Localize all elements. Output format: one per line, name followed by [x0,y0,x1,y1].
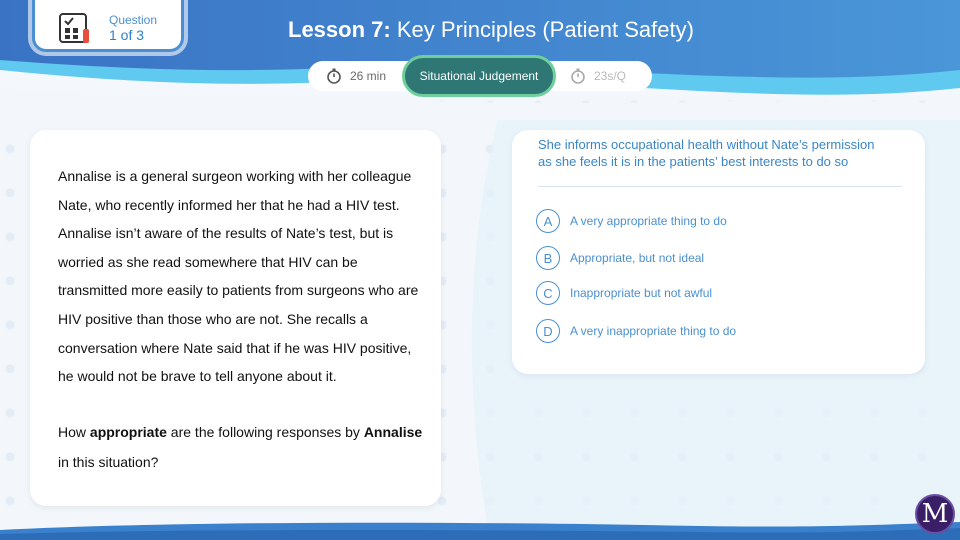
prompt-emphasis: appropriate [89,424,167,440]
total-time-label: 26 min [350,69,387,83]
option-letter: B [536,246,560,270]
stopwatch-icon [326,68,342,84]
question-badge [32,0,184,52]
total-time [326,68,386,84]
lesson-name: Key Principles (Patient Safety) [390,17,694,42]
option-label: Appropriate, but not ideal [570,251,705,265]
option-label: A very appropriate thing to do [570,214,727,228]
prompt-text: in this situation? [58,454,159,470]
prompt-text: How [58,424,90,440]
mode-tab-situational-judgement[interactable]: Situational Judgement [402,55,556,97]
option-d[interactable] [536,319,736,343]
quiz-checklist-icon [57,11,91,45]
scenario-text: Annalise is a general surgeon working with her colleague Nate, who recently informed her that he had a HIV test. Annalise isn’t aware of the results of Nate’s test, but is worried as she read somewhere that HIV can be transmitted more easily to patients from surgeons who are HIV positive than those who are not. She recalls a conversation where Nate said that if he was HIV positive, he would not be brave to tell anyone about it. [58,168,419,385]
option-letter: A [536,209,560,233]
option-label: A very inappropriate thing to do [570,324,737,338]
bottom-wave [0,520,960,540]
scenario-card [30,130,441,506]
response-statement: She informs occupational health without Nate’s permission as she feels it is in the patients’ best interests to do so [538,137,875,169]
prompt-text: are the following responses by [166,424,364,440]
question-count: 1 of 3 [109,27,145,43]
question-label: Question [109,13,158,27]
option-c[interactable] [536,281,712,305]
lesson-title [288,17,694,43]
prompt-emphasis: Annalise [363,424,423,440]
option-letter: C [536,281,560,305]
response-card [512,130,925,374]
option-a[interactable] [536,209,727,233]
per-question-time [570,68,626,84]
option-label: Inappropriate but not awful [570,286,713,300]
option-b[interactable] [536,246,704,270]
stopwatch-icon [570,68,586,84]
brand-logo: M [915,494,955,534]
lesson-number: Lesson 7: [288,17,391,42]
divider [538,186,902,187]
option-letter: D [536,319,560,343]
per-question-label: 23s/Q [594,69,627,83]
question-prompt [58,417,428,477]
